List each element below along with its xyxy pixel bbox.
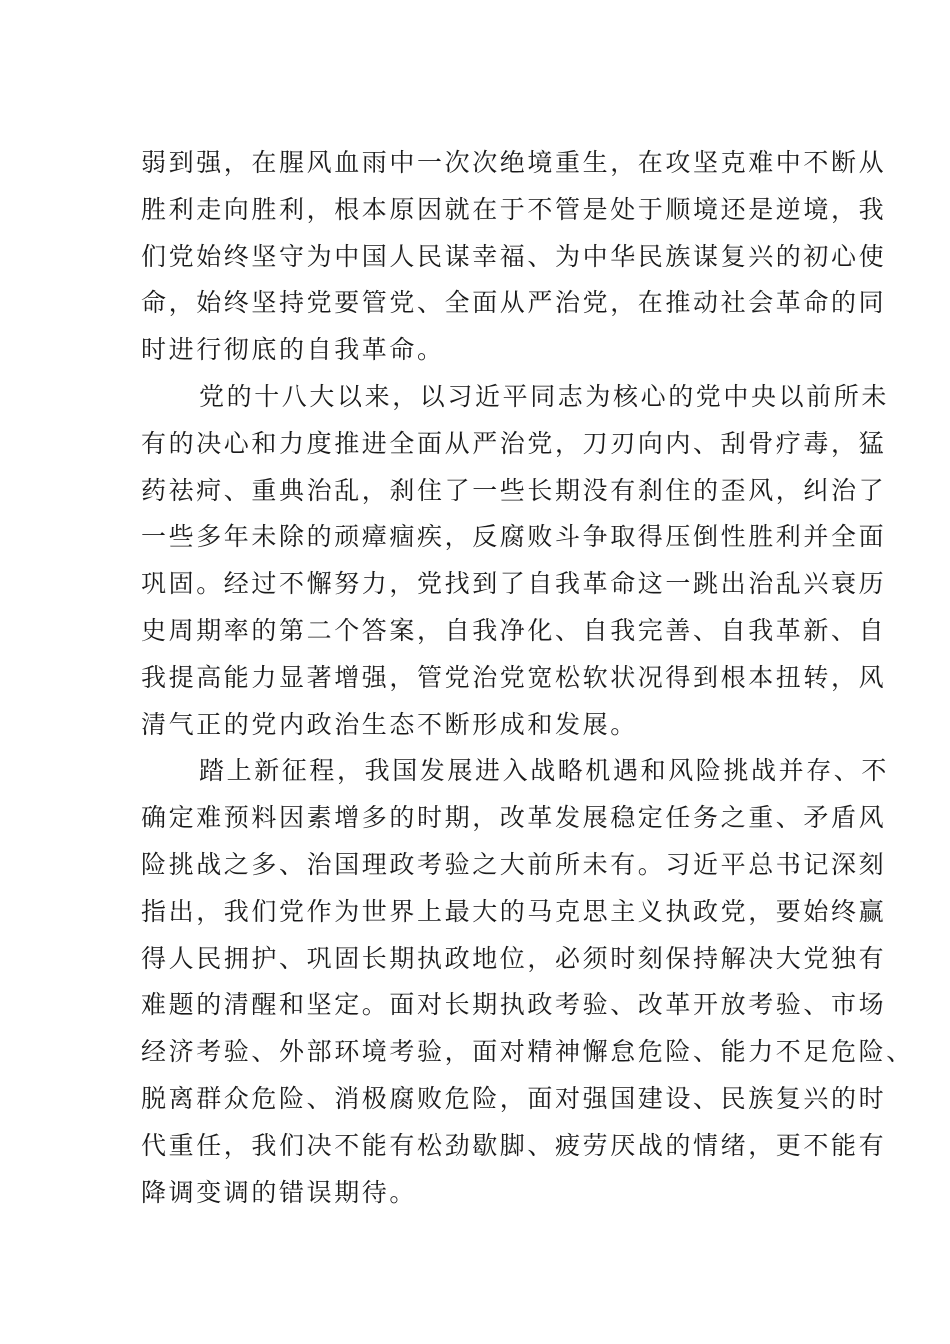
paragraph-3-line-5: 得人民拥护、巩固长期执政地位，必须时刻保持解决大党独有 (141, 943, 887, 973)
paragraph-1-line-5: 时进行彻底的自我革命。 (141, 335, 445, 365)
paragraph-2-line-6: 史周期率的第二个答案，自我净化、自我完善、自我革新、自 (141, 615, 887, 645)
paragraph-2-line-5: 巩固。经过不懈努力，党找到了自我革命这一跳出治乱兴衰历 (141, 569, 887, 599)
paragraph-3-line-1: 踏上新征程，我国发展进入战略机遇和风险挑战并存、不 (199, 756, 890, 786)
paragraph-2-line-8: 清气正的党内政治生态不断形成和发展。 (141, 709, 638, 739)
paragraph-2-line-7: 我提高能力显著增强，管党治党宽松软状况得到根本扭转，风 (141, 662, 887, 692)
paragraph-3-line-10: 降调变调的错误期待。 (141, 1177, 418, 1207)
paragraph-1-line-2: 胜利走向胜利，根本原因就在于不管是处于顺境还是逆境，我 (141, 194, 887, 224)
paragraph-3-line-4: 指出，我们党作为世界上最大的马克思主义执政党，要始终赢 (141, 896, 887, 926)
paragraph-2-line-4: 一些多年未除的顽瘴痼疾，反腐败斗争取得压倒性胜利并全面 (141, 522, 887, 552)
paragraph-1-line-3: 们党始终坚守为中国人民谋幸福、为中华民族谋复兴的初心使 (141, 241, 887, 271)
paragraph-3-line-2: 确定难预料因素增多的时期，改革发展稳定任务之重、矛盾风 (141, 803, 887, 833)
paragraph-3-line-3: 险挑战之多、治国理政考验之大前所未有。习近平总书记深刻 (141, 849, 887, 879)
paragraph-2-line-3: 药祛疴、重典治乱，刹住了一些长期没有刹住的歪风，纠治了 (141, 475, 887, 505)
paragraph-1-line-4: 命，始终坚持党要管党、全面从严治党，在推动社会革命的同 (141, 288, 887, 318)
paragraph-2-line-1: 党的十八大以来，以习近平同志为核心的党中央以前所未 (199, 381, 890, 411)
paragraph-2-line-2: 有的决心和力度推进全面从严治党，刀刃向内、刮骨疗毒，猛 (141, 428, 887, 458)
paragraph-1-line-1: 弱到强，在腥风血雨中一次次绝境重生，在攻坚克难中不断从 (141, 148, 887, 177)
document-body (141, 140, 914, 1216)
paragraph-3-line-7: 经济考验、外部环境考验，面对精神懈怠危险、能力不足危险、 (141, 1037, 914, 1067)
paragraph-3-line-8: 脱离群众危险、消极腐败危险，面对强国建设、民族复兴的时 (141, 1083, 887, 1113)
paragraph-3-line-6: 难题的清醒和坚定。面对长期执政考验、改革开放考验、市场 (141, 990, 887, 1020)
paragraph-3-line-9: 代重任，我们决不能有松劲歇脚、疲劳厌战的情绪，更不能有 (141, 1130, 887, 1160)
